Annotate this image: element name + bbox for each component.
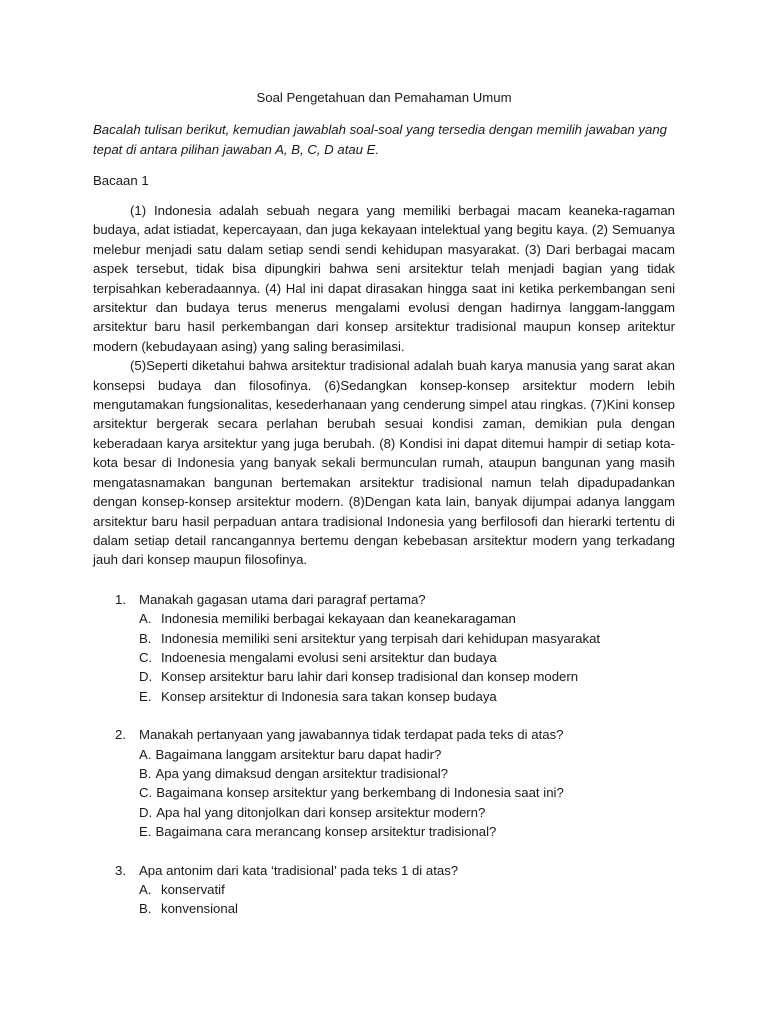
option-letter: E.	[139, 824, 152, 840]
question-3	[93, 861, 675, 919]
option-text: Indonesia memiliki seni arsitektur yang terpisah dari kehidupan masyarakat	[161, 630, 601, 646]
reading-label: Bacaan 1	[93, 173, 149, 188]
option-letter: B.	[139, 630, 152, 646]
option-text: konservatif	[161, 882, 225, 897]
option-b	[139, 629, 675, 648]
question-number: 3.	[115, 862, 126, 878]
option-c	[139, 648, 675, 667]
option-d	[139, 667, 675, 686]
option-letter: B.	[139, 765, 152, 781]
option-text: Bagaimana cara merancang konsep arsitektur tradisional?	[155, 824, 497, 840]
question-text: Manakah gagasan utama dari paragraf pertama?	[139, 591, 426, 607]
option-list	[93, 609, 675, 706]
option-list	[93, 880, 675, 919]
option-a	[139, 745, 675, 764]
option-d	[139, 803, 675, 822]
option-text: Konsep arsitektur baru lahir dari konsep tradisional dan konsep modern	[161, 669, 579, 685]
option-letter: A.	[139, 882, 152, 897]
question-1	[93, 590, 675, 706]
option-e	[139, 822, 675, 841]
option-list	[93, 745, 675, 842]
option-b	[139, 899, 675, 918]
question-number: 2.	[115, 727, 126, 743]
option-letter: A.	[139, 746, 152, 762]
option-text: konvensional	[161, 901, 238, 917]
option-text: Konsep arsitektur di Indonesia sara takan konsep budaya	[161, 688, 497, 704]
option-text: Bagaimana konsep arsitektur yang berkembang di Indonesia saat ini?	[156, 785, 564, 801]
option-letter: E.	[139, 688, 152, 704]
question-list	[93, 590, 675, 919]
question-2	[93, 725, 675, 841]
question-number: 1.	[115, 591, 126, 607]
option-b	[139, 764, 675, 783]
option-a	[139, 880, 675, 899]
reading-paragraph-2: (5)Seperti diketahui bahwa arsitektur tradisional adalah buah karya manusia yang sarat akan konsepsi budaya dan filosofinya. (6)Sedangkan konsep-konsep arsitektur modern lebih mengutamakan fungsionalitas, kesederhanaan yang cenderung simpel atau ringkas. (7)Kini konsep arsitektur bergerak secara perlahan berubah sesuai kondisi zaman, demikian pula dengan keberadaan karya arsitektur yang juga berubah. (8) Kondisi ini dapat ditemui hampir di setiap kota-kota besar di Indonesia yang banyak sekali bermunculan rumah, ataupun bangunan yang masih mengatasnamakan bangunan bertemakan arsitektur tradisional namun telah dipadupadankan dengan konsep-konsep arsitektur modern. (8)Dengan kata lain, banyak dijumpai adanya langgam arsitektur baru hasil perpaduan antara tradisional Indonesia yang berfilosofi dan hierarki tertentu di dalam setiap detail rancangannya bertemu dengan kebebasan arsitektur modern yang terkadang jauh dari konsep maupun filosofinya.	[93, 358, 675, 568]
option-text: Indonesia memiliki berbagai kekayaan dan keanekaragaman	[161, 611, 516, 627]
option-text: Apa yang dimaksud dengan arsitektur tradisional?	[155, 765, 448, 781]
option-letter: B.	[139, 901, 152, 917]
option-e	[139, 687, 675, 706]
instruction-text: Bacalah tulisan berikut, kemudian jawablah soal-soal yang tersedia dengan memilih jawaban yang tepat di antara pilihan jawaban A, B, C, D atau E.	[93, 122, 668, 157]
option-text: Bagaimana langgam arsitektur baru dapat hadir?	[155, 746, 442, 762]
option-letter: D.	[139, 669, 153, 685]
option-a	[139, 609, 675, 628]
option-letter: C.	[139, 649, 153, 665]
question-text: Apa antonim dari kata ‘tradisional’ pada teks 1 di atas?	[139, 862, 459, 878]
document-title: Soal Pengetahuan dan Pemahaman Umum	[256, 90, 512, 105]
option-text: Indoenesia mengalami evolusi seni arsitektur dan budaya	[161, 649, 497, 665]
option-text: Apa hal yang ditonjolkan dari konsep arsitektur modern?	[156, 804, 486, 820]
reading-paragraph-1: (1) Indonesia adalah sebuah negara yang memiliki berbagai macam keaneka-ragaman budaya, adat istiadat, kepercayaan, dan juga kekayaan intelektual yang begitu kaya. (2) Semuanya melebur menjadi satu dalam setiap sendi sendi kehidupan masyarakat. (3) Dari berbagai macam aspek tersebut, tidak bisa dipungkiri bahwa seni arsitektur telah menjadi bagian yang tidak terpisahkan keberadaannya. (4) Hal ini dapat dirasakan hingga saat ini ketika perkembangan seni arsitektur dan budaya terus menerus mengalami evolusi dengan hadirnya langgam-langgam arsitektur baru hasil perkembangan dari konsep arsitektur tradisional maupun konsep aritektur modern (kebudayaan asing) yang saling berasimilasi.	[93, 203, 675, 354]
option-letter: A.	[139, 611, 152, 627]
question-text: Manakah pertanyaan yang jawabannya tidak terdapat pada teks di atas?	[139, 727, 564, 743]
option-letter: C.	[139, 785, 153, 801]
option-letter: D.	[139, 804, 153, 820]
option-c	[139, 783, 675, 802]
